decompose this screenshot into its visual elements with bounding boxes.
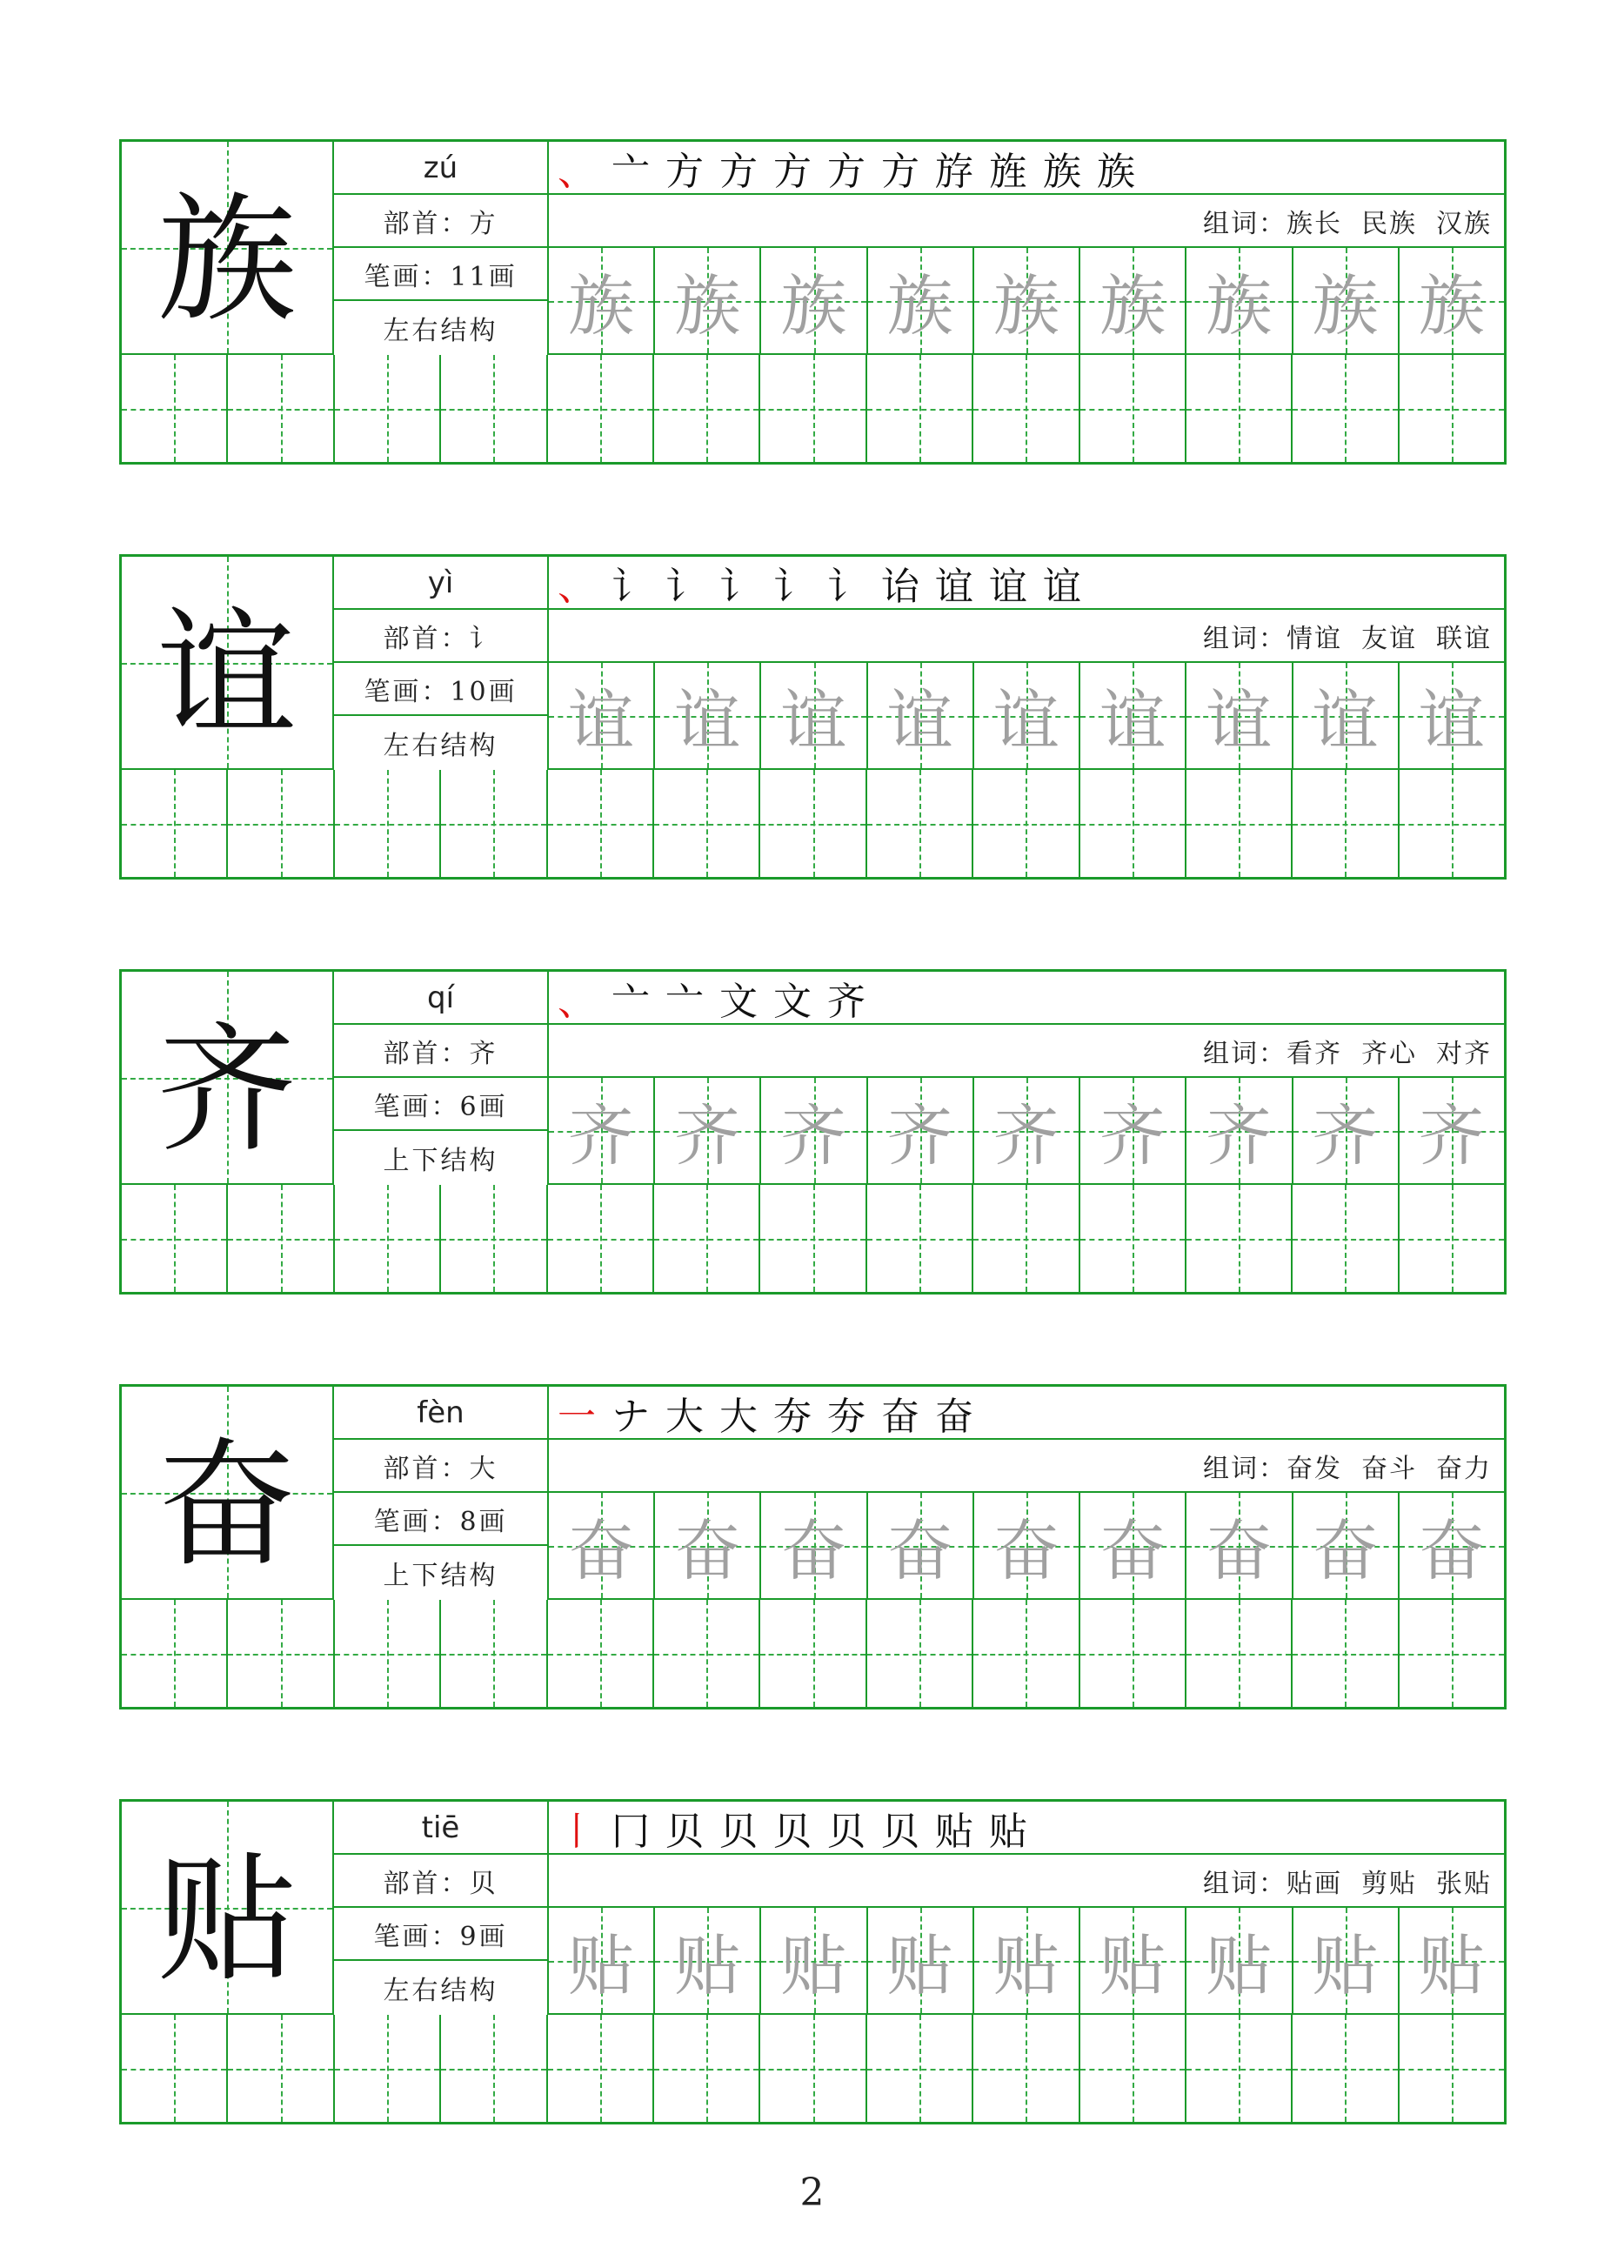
stroke-step: 讠 — [665, 564, 704, 609]
tracing-character: 齐 — [1099, 1097, 1166, 1174]
structure: 左右结构 — [383, 1975, 498, 2006]
tracing-cell[interactable] — [868, 1493, 974, 1598]
blank-practice-row — [122, 770, 1504, 877]
tracing-character: 谊 — [674, 682, 741, 759]
tracing-row — [547, 1078, 1504, 1185]
words-label: 组词： — [1203, 623, 1287, 654]
word-list — [547, 1025, 1504, 1078]
stroke-count: 笔画：8画 — [334, 1493, 547, 1546]
practice-cell[interactable] — [122, 355, 228, 462]
stroke-step: 贝 — [773, 1809, 812, 1854]
practice-cell[interactable] — [1293, 1600, 1399, 1707]
tracing-cell[interactable] — [761, 663, 867, 768]
practice-cell[interactable] — [760, 1600, 866, 1707]
character-info — [334, 972, 547, 1185]
blank-practice-row — [122, 355, 1504, 462]
stroke-step: 方 — [773, 149, 812, 194]
practice-cell[interactable] — [1400, 770, 1504, 877]
practice-cell[interactable] — [867, 2015, 973, 2122]
words-label: 组词： — [1203, 1868, 1287, 1899]
tracing-cell[interactable] — [974, 1493, 1080, 1598]
practice-cell[interactable] — [867, 1185, 973, 1292]
tracing-cell[interactable] — [1186, 1908, 1293, 2013]
big-character-box — [122, 972, 334, 1185]
practice-cell[interactable] — [122, 1185, 228, 1292]
practice-cell[interactable] — [867, 355, 973, 462]
practice-cell[interactable] — [654, 355, 760, 462]
word: 奋发 — [1287, 1453, 1342, 1484]
tracing-cell[interactable] — [549, 1908, 655, 2013]
tracing-cell[interactable] — [1080, 663, 1186, 768]
stroke-step: 诒 — [881, 564, 919, 609]
stroke-step: 谊 — [989, 564, 1027, 609]
tracing-character: 齐 — [1418, 1097, 1485, 1174]
practice-cell[interactable] — [1080, 355, 1186, 462]
stroke-step: 贝 — [827, 1809, 865, 1854]
practice-cell[interactable] — [122, 1600, 228, 1707]
practice-cell[interactable] — [973, 355, 1079, 462]
practice-cell[interactable] — [1186, 770, 1293, 877]
stroke-step: 亠 — [612, 149, 650, 194]
tracing-row — [547, 1908, 1504, 2015]
practice-cell[interactable] — [1293, 770, 1399, 877]
tracing-character: 奋 — [1418, 1512, 1485, 1589]
tracing-cell[interactable] — [868, 663, 974, 768]
tracing-cell[interactable] — [1293, 663, 1400, 768]
tracing-cell[interactable] — [1400, 1493, 1504, 1598]
practice-cell[interactable] — [654, 2015, 760, 2122]
stroke-step: 大 — [665, 1394, 704, 1439]
character-card — [119, 969, 1507, 1295]
stroke-step: 夯 — [773, 1394, 812, 1439]
stroke-step: 亠 — [665, 979, 704, 1024]
practice-cell[interactable] — [441, 1185, 547, 1292]
practice-cell[interactable] — [973, 770, 1079, 877]
stroke-count: 笔画：9画 — [334, 1908, 547, 1961]
stroke-step: 、 — [558, 979, 596, 1024]
words-label: 组词： — [1203, 1038, 1287, 1069]
practice-cell[interactable] — [122, 2015, 228, 2122]
word: 齐心 — [1361, 1038, 1417, 1069]
stroke-step: 方 — [665, 149, 704, 194]
practice-cell[interactable] — [335, 1600, 441, 1707]
tracing-character: 谊 — [1418, 682, 1485, 759]
tracing-character: 谊 — [780, 682, 847, 759]
word-list — [547, 195, 1504, 248]
practice-cell[interactable] — [654, 1185, 760, 1292]
stroke-order — [547, 142, 1504, 195]
tracing-character: 族 — [1312, 267, 1379, 345]
radical: 部首：齐 — [334, 1025, 547, 1078]
tracing-cell[interactable] — [1400, 248, 1504, 353]
page-number: 2 — [799, 2171, 825, 2215]
word: 族长 — [1287, 208, 1342, 239]
practice-cell[interactable] — [122, 770, 228, 877]
tracing-character: 奋 — [568, 1512, 635, 1589]
tracing-cell[interactable] — [1400, 663, 1504, 768]
tracing-character: 族 — [780, 267, 847, 345]
radical: 部首：方 — [334, 195, 547, 248]
tracing-character: 奋 — [674, 1512, 741, 1589]
tracing-character: 奋 — [992, 1512, 1059, 1589]
tracing-character: 齐 — [1206, 1097, 1273, 1174]
character-card — [119, 1799, 1507, 2124]
tracing-character: 族 — [1099, 267, 1166, 345]
word: 奋斗 — [1361, 1453, 1417, 1484]
tracing-cell[interactable] — [974, 1078, 1080, 1183]
practice-cell[interactable] — [228, 770, 334, 877]
tracing-character: 奋 — [1312, 1512, 1379, 1589]
tracing-cell[interactable] — [655, 1493, 761, 1598]
tracing-cell[interactable] — [655, 663, 761, 768]
practice-cell[interactable] — [867, 1600, 973, 1707]
word: 民族 — [1361, 208, 1417, 239]
practice-cell[interactable] — [228, 2015, 334, 2122]
tracing-character: 贴 — [992, 1927, 1059, 2004]
tracing-character: 奋 — [780, 1512, 847, 1589]
practice-cell[interactable] — [1400, 355, 1504, 462]
tracing-character: 族 — [992, 267, 1059, 345]
practice-cell[interactable] — [1400, 1600, 1504, 1707]
stroke-step: 一 — [558, 1394, 596, 1439]
radical: 部首：贝 — [334, 1855, 547, 1908]
practice-cell[interactable] — [548, 2015, 654, 2122]
stroke-step: 贴 — [935, 1809, 973, 1854]
tracing-character: 贴 — [1418, 1927, 1485, 2004]
tracing-character: 谊 — [992, 682, 1059, 759]
tracing-character: 齐 — [674, 1097, 741, 1174]
stroke-step: 斿 — [935, 149, 973, 194]
stroke-step: 贝 — [665, 1809, 704, 1854]
tracing-character: 谊 — [886, 682, 953, 759]
stroke-step: 族 — [1043, 149, 1081, 194]
structure: 上下结构 — [383, 1560, 498, 1591]
stroke-step: 文 — [719, 979, 758, 1024]
tracing-cell[interactable] — [655, 248, 761, 353]
tracing-cell[interactable] — [761, 1493, 867, 1598]
stroke-count: 笔画：6画 — [334, 1078, 547, 1131]
practice-cell[interactable] — [548, 355, 654, 462]
word: 情谊 — [1287, 623, 1342, 654]
practice-cell[interactable] — [335, 2015, 441, 2122]
word: 奋力 — [1436, 1453, 1492, 1484]
big-character: 贴 — [157, 1837, 297, 2001]
tracing-cell[interactable] — [1293, 1493, 1400, 1598]
tracing-row — [547, 1493, 1504, 1600]
tracing-cell[interactable] — [761, 1908, 867, 2013]
stroke-order — [547, 1802, 1504, 1855]
stroke-step: 夯 — [827, 1394, 865, 1439]
practice-cell[interactable] — [1080, 2015, 1186, 2122]
big-character: 谊 — [157, 592, 297, 756]
practice-cell[interactable] — [760, 355, 866, 462]
word: 张贴 — [1436, 1868, 1492, 1899]
blank-practice-row — [122, 1600, 1504, 1707]
tracing-cell[interactable] — [1400, 1908, 1504, 2013]
stroke-step: 旌 — [989, 149, 1027, 194]
stroke-step: 方 — [881, 149, 919, 194]
blank-practice-row — [122, 1185, 1504, 1292]
stroke-step: 亠 — [612, 979, 650, 1024]
stroke-step: 冂 — [612, 1809, 650, 1854]
word: 贴画 — [1287, 1868, 1342, 1899]
tracing-row — [547, 663, 1504, 770]
stroke-step: 方 — [719, 149, 758, 194]
stroke-step: 讠 — [773, 564, 812, 609]
tracing-cell[interactable] — [655, 1908, 761, 2013]
practice-cell[interactable] — [973, 1185, 1079, 1292]
practice-cell[interactable] — [760, 2015, 866, 2122]
tracing-cell[interactable] — [1080, 1078, 1186, 1183]
tracing-character: 族 — [674, 267, 741, 345]
tracing-character: 谊 — [568, 682, 635, 759]
big-character: 齐 — [157, 1007, 297, 1171]
big-character-box — [122, 1387, 334, 1600]
tracing-cell[interactable] — [1186, 663, 1293, 768]
structure: 上下结构 — [383, 1145, 498, 1176]
tracing-cell[interactable] — [1186, 1078, 1293, 1183]
practice-cell[interactable] — [654, 770, 760, 877]
tracing-character: 族 — [1418, 267, 1485, 345]
tracing-character: 贴 — [1206, 1927, 1273, 2004]
tracing-cell[interactable] — [1186, 248, 1293, 353]
stroke-step: 齐 — [827, 979, 865, 1024]
tracing-character: 齐 — [780, 1097, 847, 1174]
word: 看齐 — [1287, 1038, 1342, 1069]
practice-cell[interactable] — [441, 1600, 547, 1707]
tracing-cell[interactable] — [1293, 1078, 1400, 1183]
tracing-cell[interactable] — [868, 248, 974, 353]
character-info — [334, 142, 547, 355]
word: 对齐 — [1436, 1038, 1492, 1069]
tracing-character: 贴 — [1312, 1927, 1379, 2004]
tracing-character: 谊 — [1099, 682, 1166, 759]
character-card — [119, 1384, 1507, 1709]
tracing-character: 齐 — [886, 1097, 953, 1174]
practice-cell[interactable] — [973, 2015, 1079, 2122]
practice-cell[interactable] — [1186, 1185, 1293, 1292]
character-info — [334, 557, 547, 770]
radical: 部首：大 — [334, 1440, 547, 1493]
stroke-step: 文 — [773, 979, 812, 1024]
tracing-character: 谊 — [1206, 682, 1273, 759]
word: 剪贴 — [1361, 1868, 1417, 1899]
character-card — [119, 554, 1507, 880]
stroke-step: 讠 — [719, 564, 758, 609]
stroke-step: 贝 — [881, 1809, 919, 1854]
practice-cell[interactable] — [335, 355, 441, 462]
word-list — [547, 1855, 1504, 1908]
stroke-step: 、 — [558, 564, 596, 609]
practice-cell[interactable] — [1080, 1185, 1186, 1292]
tracing-cell[interactable] — [1080, 1493, 1186, 1598]
tracing-cell[interactable] — [549, 1078, 655, 1183]
practice-cell[interactable] — [1293, 355, 1399, 462]
practice-cell[interactable] — [441, 770, 547, 877]
practice-cell[interactable] — [760, 770, 866, 877]
character-info — [334, 1802, 547, 2015]
character-card — [119, 139, 1507, 465]
pinyin: qí — [334, 972, 547, 1025]
tracing-cell[interactable] — [868, 1908, 974, 2013]
words-label: 组词： — [1203, 1453, 1287, 1484]
tracing-character: 贴 — [674, 1927, 741, 2004]
practice-cell[interactable] — [654, 1600, 760, 1707]
stroke-order — [547, 972, 1504, 1025]
tracing-cell[interactable] — [1080, 248, 1186, 353]
practice-cell[interactable] — [1186, 1600, 1293, 1707]
practice-cell[interactable] — [1293, 1185, 1399, 1292]
tracing-character: 贴 — [1099, 1927, 1166, 2004]
stroke-step: 讠 — [827, 564, 865, 609]
word-list — [547, 1440, 1504, 1493]
tracing-character: 奋 — [886, 1512, 953, 1589]
stroke-count: 笔画：11画 — [334, 248, 547, 301]
word: 联谊 — [1436, 623, 1492, 654]
tracing-character: 奋 — [1206, 1512, 1273, 1589]
character-info — [334, 1387, 547, 1600]
stroke-step: 丨 — [558, 1809, 596, 1854]
stroke-step: 讠 — [612, 564, 650, 609]
pinyin: zú — [334, 142, 547, 195]
stroke-step: 贴 — [989, 1809, 1027, 1854]
tracing-cell[interactable] — [1293, 248, 1400, 353]
practice-cell[interactable] — [441, 355, 547, 462]
stroke-order — [547, 557, 1504, 610]
tracing-cell[interactable] — [655, 1078, 761, 1183]
tracing-cell[interactable] — [1293, 1908, 1400, 2013]
word-list — [547, 610, 1504, 663]
practice-cell[interactable] — [548, 1600, 654, 1707]
tracing-character: 谊 — [1312, 682, 1379, 759]
stroke-step: 、 — [558, 149, 596, 194]
tracing-cell[interactable] — [974, 1908, 1080, 2013]
stroke-step: 奋 — [881, 1394, 919, 1439]
tracing-cell[interactable] — [1186, 1493, 1293, 1598]
practice-cell[interactable] — [1186, 2015, 1293, 2122]
tracing-character: 贴 — [568, 1927, 635, 2004]
tracing-character: 齐 — [1312, 1097, 1379, 1174]
big-character-box — [122, 557, 334, 770]
big-character: 族 — [157, 177, 297, 341]
stroke-step: 谊 — [935, 564, 973, 609]
stroke-step: 贝 — [719, 1809, 758, 1854]
tracing-cell[interactable] — [1080, 1908, 1186, 2013]
practice-cell[interactable] — [335, 1185, 441, 1292]
tracing-cell[interactable] — [974, 248, 1080, 353]
tracing-character: 贴 — [780, 1927, 847, 2004]
stroke-order — [547, 1387, 1504, 1440]
structure: 左右结构 — [383, 730, 498, 761]
practice-cell[interactable] — [548, 770, 654, 877]
radical: 部首：讠 — [334, 610, 547, 663]
tracing-character: 族 — [886, 267, 953, 345]
tracing-character: 族 — [1206, 267, 1273, 345]
tracing-character: 贴 — [886, 1927, 953, 2004]
practice-cell[interactable] — [973, 1600, 1079, 1707]
tracing-cell[interactable] — [761, 248, 867, 353]
practice-cell[interactable] — [760, 1185, 866, 1292]
tracing-cell[interactable] — [549, 663, 655, 768]
tracing-character: 族 — [568, 267, 635, 345]
pinyin: fèn — [334, 1387, 547, 1440]
stroke-step: 大 — [719, 1394, 758, 1439]
stroke-step: ナ — [612, 1394, 650, 1439]
tracing-character: 齐 — [568, 1097, 635, 1174]
practice-cell[interactable] — [1400, 1185, 1504, 1292]
big-character-box — [122, 1802, 334, 2015]
structure: 左右结构 — [383, 315, 498, 346]
tracing-cell[interactable] — [1400, 1078, 1504, 1183]
big-character: 奋 — [157, 1422, 297, 1586]
tracing-cell[interactable] — [549, 248, 655, 353]
blank-practice-row — [122, 2015, 1504, 2122]
pinyin: tiē — [334, 1802, 547, 1855]
stroke-step: 方 — [827, 149, 865, 194]
practice-cell[interactable] — [1080, 1600, 1186, 1707]
practice-cell[interactable] — [1293, 2015, 1399, 2122]
practice-cell[interactable] — [228, 355, 334, 462]
tracing-cell[interactable] — [974, 663, 1080, 768]
big-character-box — [122, 142, 334, 355]
words-label: 组词： — [1203, 208, 1287, 239]
practice-cell[interactable] — [228, 1600, 334, 1707]
pinyin: yì — [334, 557, 547, 610]
practice-cell[interactable] — [867, 770, 973, 877]
tracing-cell[interactable] — [868, 1078, 974, 1183]
stroke-step: 族 — [1097, 149, 1135, 194]
practice-cell[interactable] — [1080, 770, 1186, 877]
stroke-count: 笔画：10画 — [334, 663, 547, 716]
practice-cell[interactable] — [228, 1185, 334, 1292]
practice-cell[interactable] — [441, 2015, 547, 2122]
word: 汉族 — [1436, 208, 1492, 239]
stroke-step: 谊 — [1043, 564, 1081, 609]
stroke-step: 奋 — [935, 1394, 973, 1439]
practice-cell[interactable] — [548, 1185, 654, 1292]
tracing-cell[interactable] — [761, 1078, 867, 1183]
word: 友谊 — [1361, 623, 1417, 654]
practice-cell[interactable] — [1186, 355, 1293, 462]
practice-cell[interactable] — [335, 770, 441, 877]
practice-cell[interactable] — [1400, 2015, 1504, 2122]
tracing-character: 齐 — [992, 1097, 1059, 1174]
tracing-row — [547, 248, 1504, 355]
tracing-cell[interactable] — [549, 1493, 655, 1598]
tracing-character: 奋 — [1099, 1512, 1166, 1589]
